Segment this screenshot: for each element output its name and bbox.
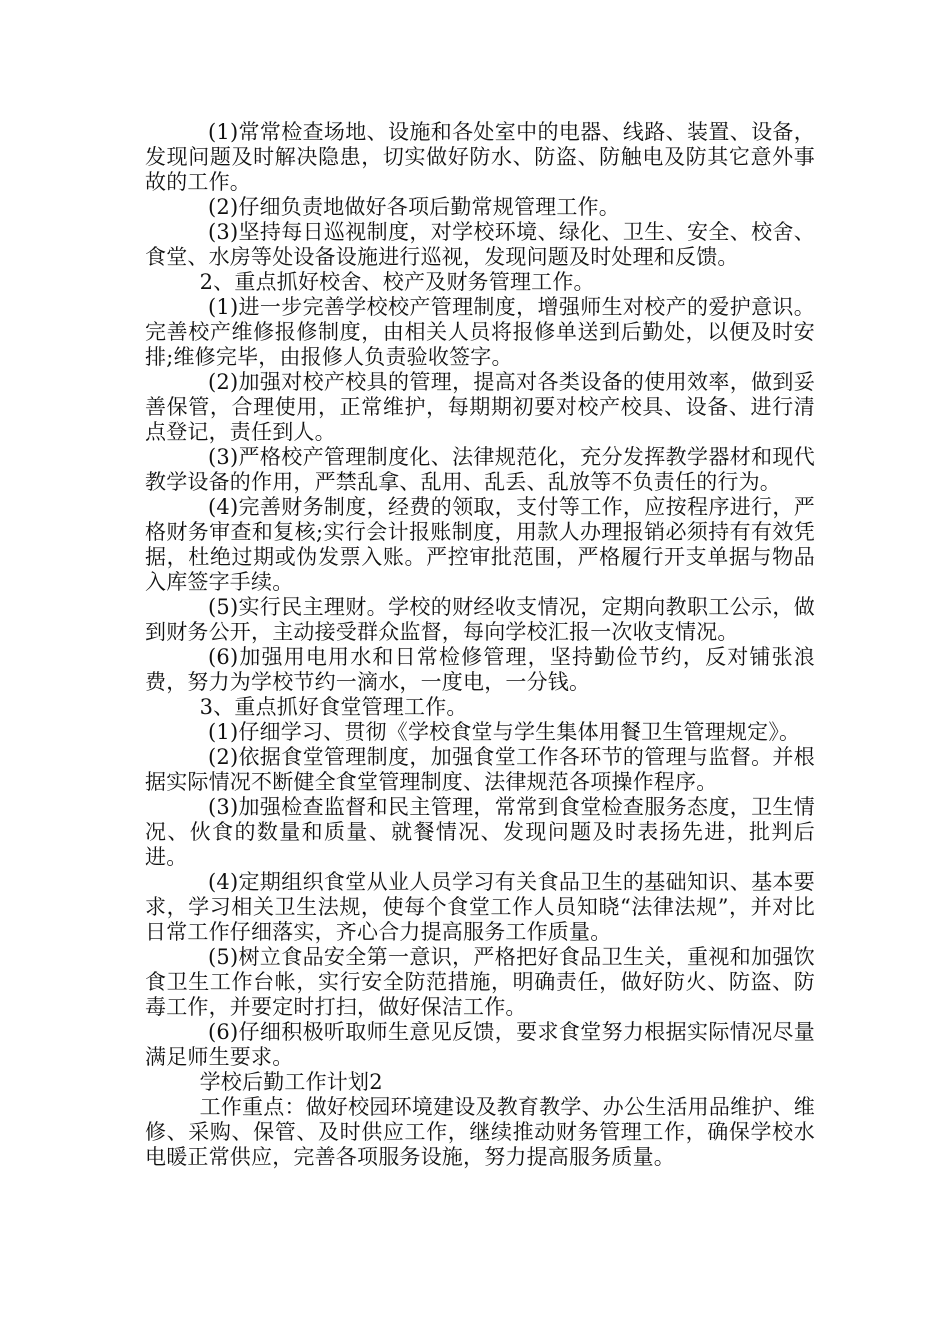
paragraph: (3)坚持每日巡视制度，对学校环境、绿化、卫生、安全、校舍、食堂、水房等处设备设施进行巡视，发现问题及时处理和反馈。 bbox=[145, 220, 815, 269]
document-subtitle: 学校后勤工作计划2 bbox=[199, 1070, 383, 1094]
paragraph: (2)加强对校产校具的管理，提高对各类设备的使用效率，做到妥善保管，合理使用，正常维护，每期期初要对校产校具、设备、进行清点登记，责任到人。 bbox=[145, 370, 815, 444]
paragraph: 工作重点：做好校园环境建设及教育教学、办公生活用品维护、维修、采购、保管、及时供应工作，继续推动财务管理工作，确保学校水电暖正常供应，完善各项服务设施，努力提高服务质量。 bbox=[145, 1095, 815, 1169]
paragraph: (6)仔细积极听取师生意见反馈，要求食堂努力根据实际情况尽量满足师生要求。 bbox=[145, 1020, 815, 1069]
section-heading: 3、重点抓好食堂管理工作。 bbox=[199, 695, 468, 719]
paragraph: (2)仔细负责地做好各项后勤常规管理工作。 bbox=[208, 195, 620, 219]
paragraph: (3)加强检查监督和民主管理，常常到食堂检查服务态度，卫生情况、伙食的数量和质量、就餐情况、发现问题及时表扬先进，批判后进。 bbox=[145, 795, 815, 869]
paragraph: (4)定期组织食堂从业人员学习有关食品卫生的基础知识、基本要求，学习相关卫生法规，使每个食堂工作人员知晓“法律法规”，并对比日常工作仔细落实，齐心合力提高服务工作质量。 bbox=[145, 870, 815, 944]
paragraph: (5)树立食品安全第一意识，严格把好食品卫生关，重视和加强饮食卫生工作台帐，实行安全防范措施，明确责任，做好防火、防盗、防毒工作，并要定时打扫，做好保洁工作。 bbox=[145, 945, 815, 1019]
paragraph: (6)加强用电用水和日常检修管理，坚持勤俭节约，反对铺张浪费，努力为学校节约一滴水，一度电，一分钱。 bbox=[145, 645, 815, 694]
paragraph: (4)完善财务制度，经费的领取，支付等工作，应按程序进行，严格财务审查和复核;实行会计报账制度，用款人办理报销必须持有有效凭据，杜绝过期或伪发票入账。严控审批范围，严格履行开支单据与物品入库签字手续。 bbox=[145, 495, 815, 594]
section-heading: 2、重点抓好校舍、校产及财务管理工作。 bbox=[199, 270, 595, 294]
paragraph: (1)进一步完善学校校产管理制度，增强师生对校产的爱护意识。完善校产维修报修制度，由相关人员将报修单送到后勤处，以便及时安排;维修完毕，由报修人负责验收签字。 bbox=[145, 295, 815, 369]
document-page bbox=[145, 120, 815, 1170]
paragraph: (5)实行民主理财。学校的财经收支情况，定期向教职工公示，做到财务公开，主动接受群众监督，每向学校汇报一次收支情况。 bbox=[145, 595, 815, 644]
paragraph: (1)仔细学习、贯彻《学校食堂与学生集体用餐卫生管理规定》。 bbox=[208, 720, 801, 744]
paragraph: (2)依据食堂管理制度，加强食堂工作各环节的管理与监督。并根据实际情况不断健全食堂管理制度、法律规范各项操作程序。 bbox=[145, 745, 815, 794]
paragraph: (3)严格校产管理制度化、法律规范化，充分发挥教学器材和现代教学设备的作用，严禁乱拿、乱用、乱丢、乱放等不负责任的行为。 bbox=[145, 445, 815, 494]
paragraph: (1)常常检查场地、设施和各处室中的电器、线路、装置、设备，发现问题及时解决隐患，切实做好防水、防盗、防触电及防其它意外事故的工作。 bbox=[145, 120, 815, 194]
